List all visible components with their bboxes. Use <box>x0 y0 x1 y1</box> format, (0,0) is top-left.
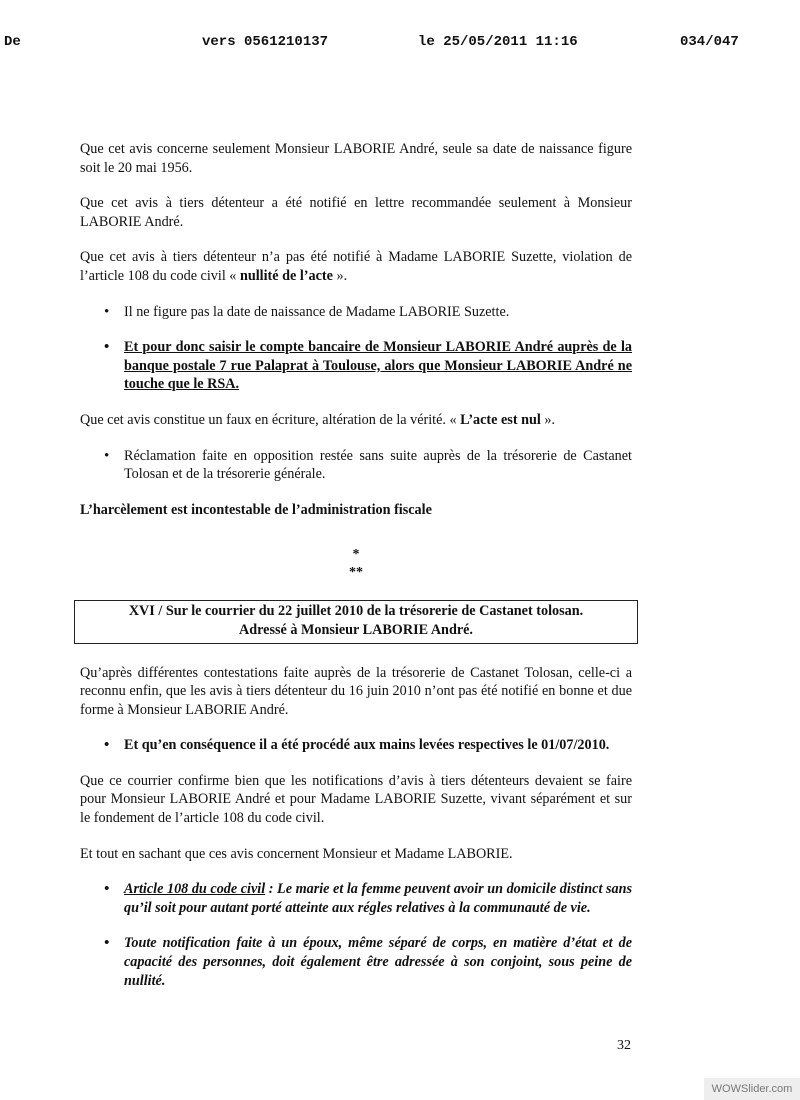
paragraph-faux-ecriture <box>80 411 632 430</box>
paragraph-text: Que cet avis à tiers détenteur n’a pas été notifié à Madame LABORIE Suzette, violation de l’article 108 du code civil « <box>80 249 632 284</box>
section-title: XVI / Sur le courrier du 22 juillet 2010 de la trésorerie de Castanet tolosan. <box>128 603 584 620</box>
bullet-reclamation: • Réclamation faite en opposition restée sans suite auprès de la trésorerie de Castanet Tolosan et de la trésorerie générale. <box>80 447 632 484</box>
fax-recipient-number: vers 0561210137 <box>202 34 329 50</box>
bullet-mains-levees: • Et qu’en conséquence il a été procédé aux mains levées respectives le 01/07/2010. <box>80 736 632 755</box>
paragraph-avis-concernent: Et tout en sachant que ces avis concernent Monsieur et Madame LABORIE. <box>80 845 513 862</box>
bold-nullite: nullité de l’acte <box>239 267 333 284</box>
page-number: 32 <box>617 1038 631 1053</box>
watermark: WOWSlider.com <box>704 1078 800 1100</box>
paragraph-courrier-confirme: Que ce courrier confirme bien que les notifications d’avis à tiers détenteurs devaient se faire pour Monsieur LABORIE André et pour Madame LABORIE Suzette, vivant séparément et sur le fondement de l’article 108 du code civil. <box>80 772 632 827</box>
paragraph-text: Que cet avis constitue un faux en écriture, altération de la vérité. « <box>80 411 461 428</box>
paragraph-non-notifie <box>80 248 632 285</box>
separator-stars: ** <box>349 565 363 581</box>
article-108-label: Article 108 du code civil <box>124 881 266 898</box>
fax-from: De <box>4 34 21 50</box>
paragraph-lettre-recommandee: Que cet avis à tiers détenteur a été notifié en lettre recommandée seulement à Monsieur LABORIE André. <box>80 195 632 230</box>
article-108-text: Le marie et la femme peuvent avoir un domicile distinct sans qu’il soit pour autant porté atteinte aux régles relatives à la communauté de vie. <box>124 881 632 916</box>
bullet-article-108 <box>80 880 632 917</box>
fax-page-counter: 034/047 <box>680 34 739 50</box>
heading-harcelement: L’harcèlement est incontestable de l’administration fiscale <box>80 501 432 518</box>
fax-date-time: le 25/05/2011 11:16 <box>418 34 578 50</box>
section-subtitle: Adressé à Monsieur LABORIE André. <box>239 621 473 638</box>
bold-acte-nul: L’acte est nul <box>460 411 541 428</box>
paragraph-avis-concerne: Que cet avis concerne seulement Monsieur LABORIE André, seule sa date de naissance figure soit le 20 mai 1956. <box>80 141 632 176</box>
separator-star: * <box>352 547 360 563</box>
article-108-separator: : <box>265 881 278 898</box>
section-title-box <box>74 600 638 643</box>
paragraph-end: ». <box>540 411 555 428</box>
paragraph-end: ». <box>332 267 348 284</box>
paragraph-contestations: Qu’après différentes contestations faite auprès de la trésorerie de Castanet Tolosan, celle-ci a reconnu enfin, que les avis à tiers détenteur du 16 juin 2010 n’ont pas été notifié en bonne et due forme à Monsieur LABORIE André. <box>80 664 632 718</box>
bullet-date-naissance: • Il ne figure pas la date de naissance de Madame LABORIE Suzette. <box>80 303 632 322</box>
section-separator <box>80 546 632 582</box>
bullet-notification-epoux: • Toute notification faite à un époux, même séparé de corps, en matière d’état et de capacité des personnes, doit également être adressée à son conjoint, sous peine de nullité. <box>80 934 632 990</box>
fax-transmission-header <box>0 34 800 54</box>
document-body <box>80 140 632 1007</box>
bullet-saisie-compte: • Et pour donc saisir le compte bancaire de Monsieur LABORIE André auprès de la banque postale 7 rue Palaprat à Toulouse, alors que Monsieur LABORIE André ne touche que le RSA. <box>80 338 632 394</box>
